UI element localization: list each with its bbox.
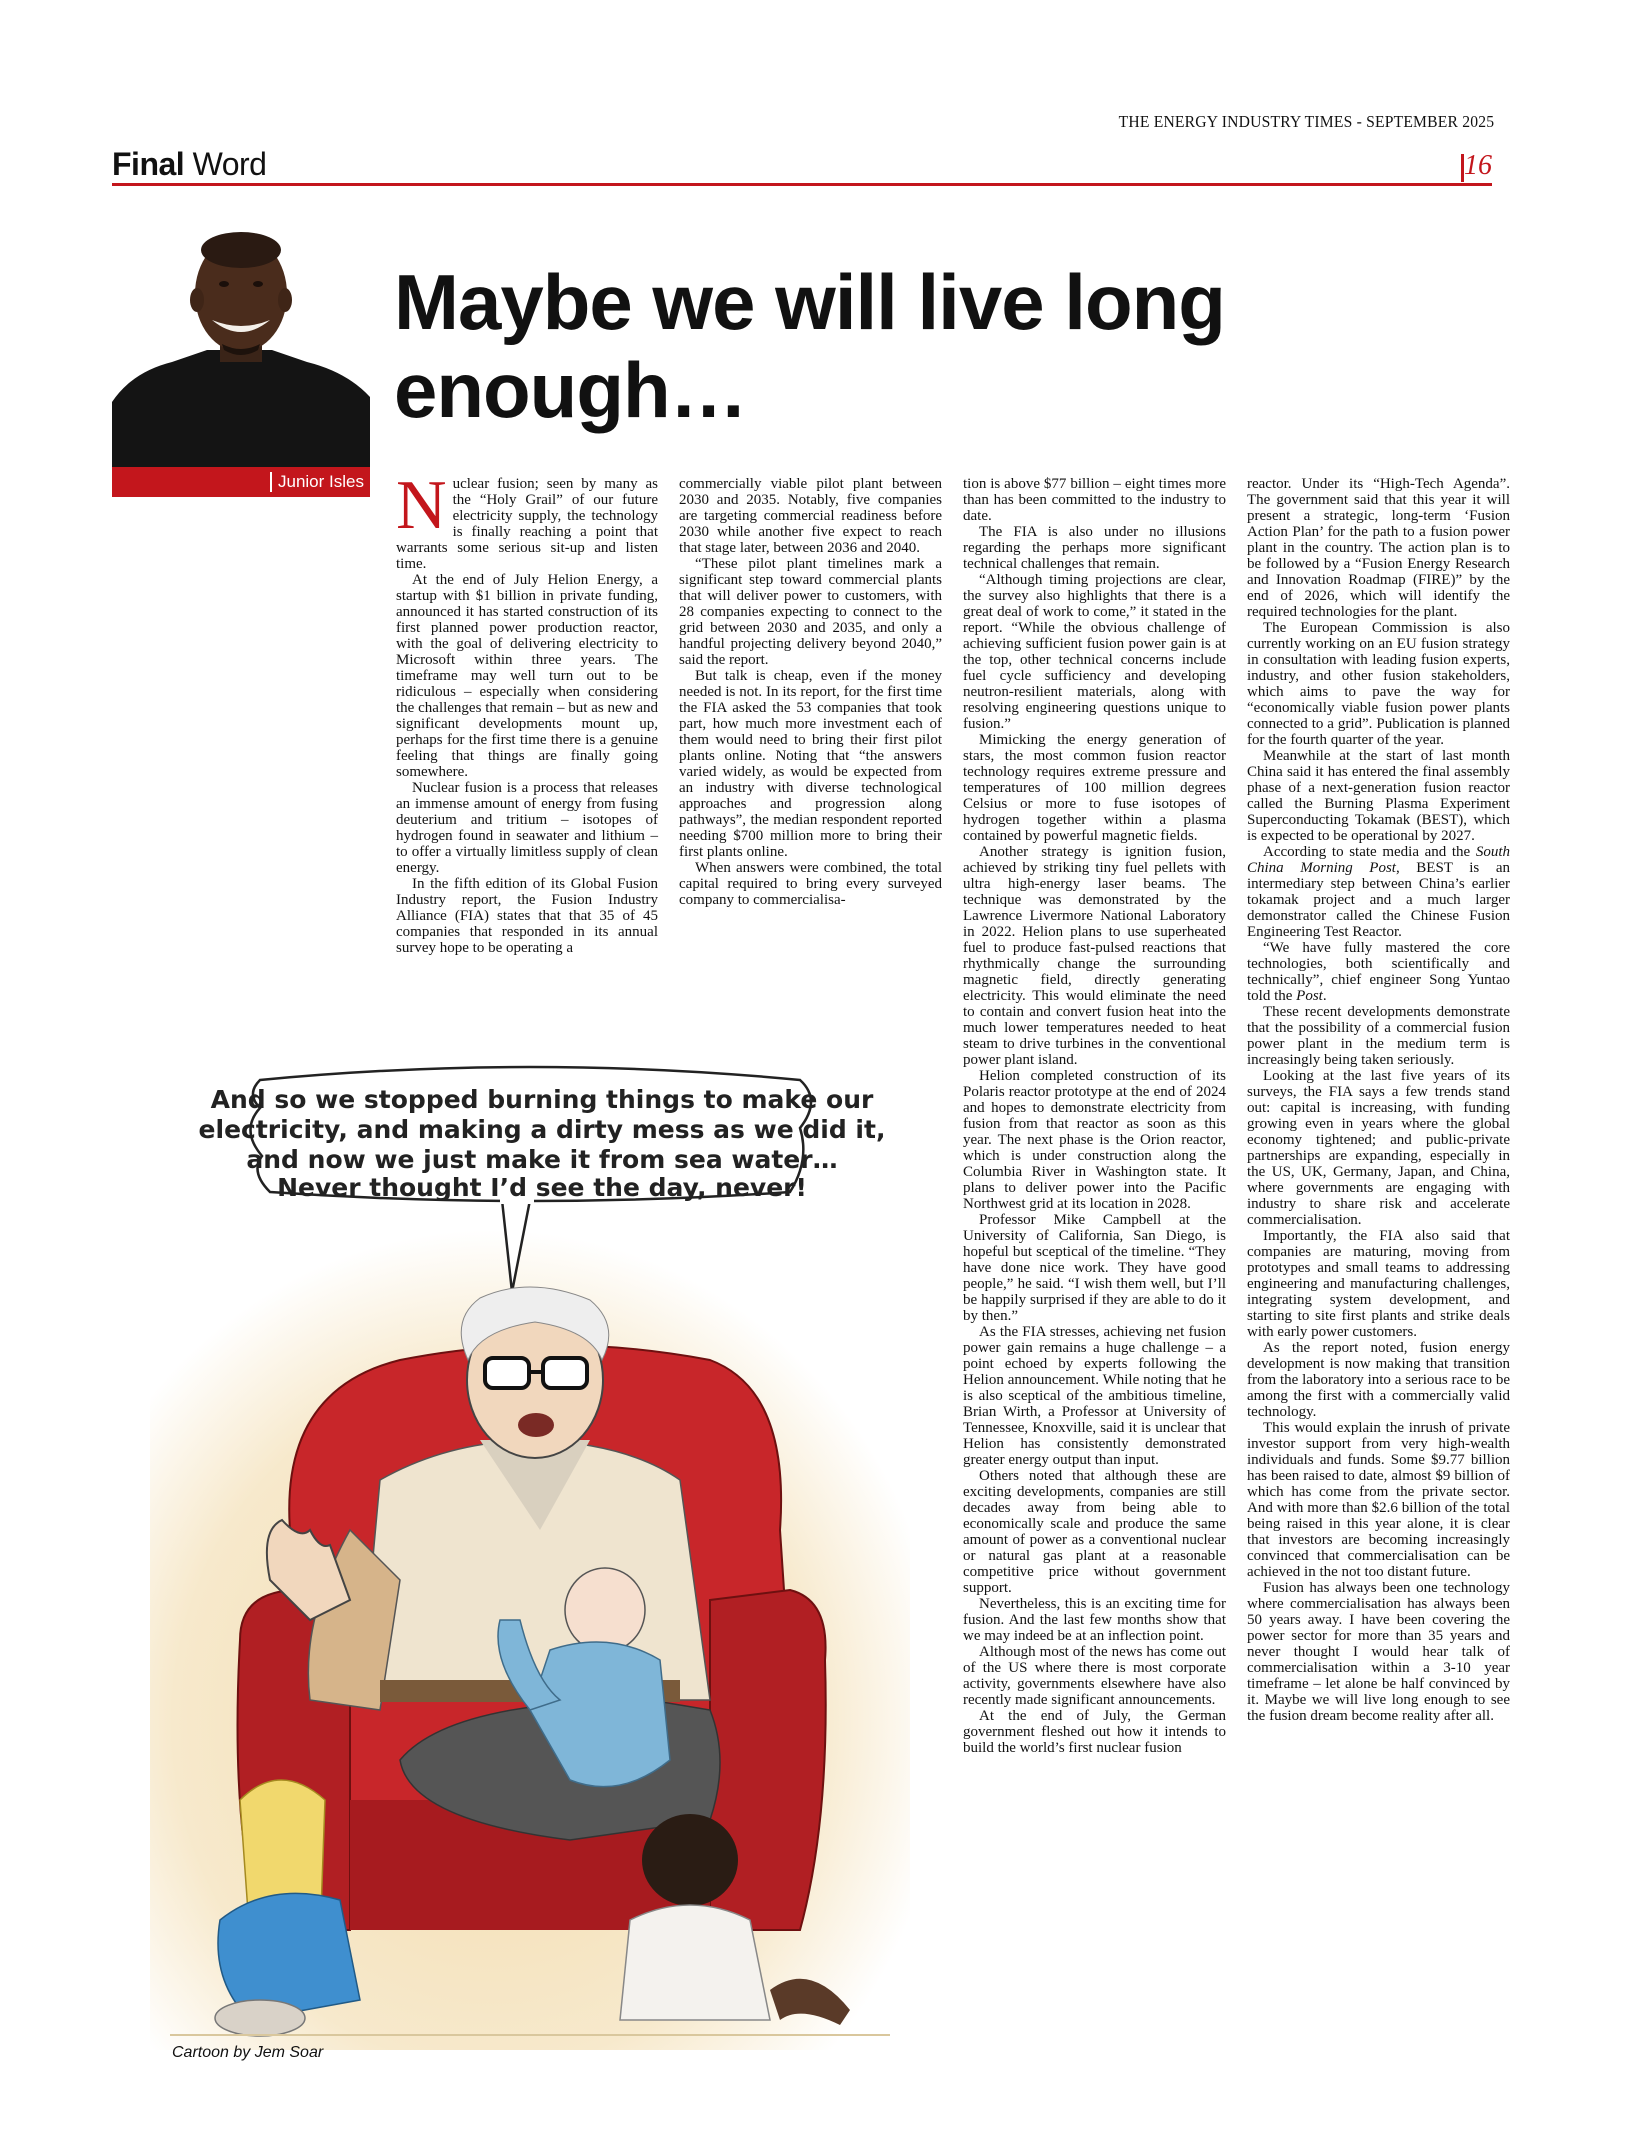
paragraph: commercially viable pilot plant between 2030 and 2035. Notably, five companies are targeting commercial readiness before 2030 while another five expect to reach that stage later, between 2036 and 2040. (679, 476, 942, 556)
article-column-3 (963, 476, 1226, 1756)
paragraph: Although most of the news has come out of the US where there is most corporate activity, governments elsewhere have also recently made significant announcements. (963, 1644, 1226, 1708)
cartoon-illustration (150, 1060, 910, 2050)
paragraph: In the fifth edition of its Global Fusion Industry report, the Fusion Industry Alliance (FIA) states that that 35 of 45 companies that responded in its annual survey hope to be operating a (396, 876, 658, 956)
author-name-tag (112, 467, 370, 497)
paragraph: tion is above $77 billion – eight times more than has been committed to the industry to date. (963, 476, 1226, 524)
paragraph: Nevertheless, this is an exciting time for fusion. And the last few months show that we may indeed be at an inflection point. (963, 1596, 1226, 1644)
speech-line-3: and now we just make it from sea water… (246, 1145, 838, 1174)
paragraph: But talk is cheap, even if the money needed is not. In its report, for the first time the FIA asked the 53 companies that took part, how much more investment each of them would need to bring their first pilot plants online. Noting that “the answers varied widely, as would be expected from an industry with diverse technological approaches and progression along pathways”, the median respondent reported needing $700 million more to bring their first plants online. (679, 668, 942, 860)
paragraph: The European Commission is also currently working on an EU fusion strategy in consultation with leading fusion experts, industry, and other fusion stakeholders, which aims to pave the way for “economically viable fusion power plants connected to a grid”. Publication is planned for the fourth quarter of the year. (1247, 620, 1510, 748)
article-column-2 (679, 476, 942, 908)
masthead: THE ENERGY INDUSTRY TIMES - SEPTEMBER 2025 (1118, 112, 1494, 131)
paragraph: The FIA is also under no illusions regarding the perhaps more significant technical challenges that remain. (963, 524, 1226, 572)
paragraph: As the report noted, fusion energy development is now making that transition from the laboratory into a serious race to be among the first with a commercially valid technology. (1247, 1340, 1510, 1420)
header-rule (112, 183, 1492, 186)
paragraph: When answers were combined, the total capital required to bring every surveyed company to commercialisa- (679, 860, 942, 908)
paragraph: Looking at the last five years of its surveys, the FIA says a few trends stand out: capital is increasing, with funding growing even in years where the global economy tightened; and public-private partnerships are expanding, especially in the US, UK, Germany, Japan, and China, where governments are engaging with industry to share risk and accelerate commercialisation. (1247, 1068, 1510, 1228)
author-name: Junior Isles (278, 472, 364, 491)
paragraph: At the end of July, the German government fleshed out how it intends to build the world’s first nuclear fusion (963, 1708, 1226, 1756)
paragraph: At the end of July Helion Energy, a startup with $1 billion in private funding, announced it has started construction of its first planned power production reactor, with the goal of delivering electricity to Microsoft within three years. The timeframe may well turn out to be ridiculous – especially when considering the challenges that remain – but as new and significant developments mount up, perhaps for the first time there is a genuine feeling that things are finally going somewhere. (396, 572, 658, 780)
paragraph: reactor. Under its “High-Tech Agenda”. The government said that this year it will present a strategic, long-term ‘Fusion Action Plan’ for the path to a fusion power plant in the country. The action plan is to be followed by a “Fusion Energy Research and Innovation Roadmap (FIRE)” by the end of 2026, which will identify the required technologies for the plant. (1247, 476, 1510, 620)
author-photo (112, 222, 370, 467)
paragraph: Nuclear fusion; seen by many as the “Holy Grail” of our future electricity supply, the technology is finally reaching a point that warrants some serious sit-up and listen time. (396, 467, 658, 572)
speech-line-4: Never thought I’d see the day, never! (277, 1173, 807, 1202)
paragraph: This would explain the inrush of private investor support from very high-wealth individuals and funds. Some $9.77 billion has been raised to date, almost $9 billion of which has come from the private sector. And with more than $2.6 billion of the total being raised in this year alone, it is clear that investors are becoming increasingly convinced that commercialisation can be achieved in the not too distant future. (1247, 1420, 1510, 1580)
paragraph: “We have fully mastered the core technologies, both scientifically and technically”, chief engineer Song Yuntao told the Post. (1247, 940, 1510, 1004)
headline: Maybe we will live long enough… (394, 258, 1225, 434)
paragraph: As the FIA stresses, achieving net fusion power gain remains a huge challenge – a point echoed by experts following the Helion announcement. While noting that he is also sceptical of the ambitious timeline, Brian Wirth, a Professor at University of Tennessee, Knoxville, said it is unclear that Helion has consistently demonstrated greater energy output than input. (963, 1324, 1226, 1468)
paragraph: Others noted that although these are exciting developments, companies are still decades away from being able to economically scale and produce the same amount of power as a conventional nuclear or natural gas plant at a reasonable competitive price without government support. (963, 1468, 1226, 1596)
speech-line-2: electricity, and making a dirty mess as we did it, (198, 1115, 886, 1144)
speech-line-1: And so we stopped burning things to make our (210, 1085, 874, 1114)
paragraph: Nuclear fusion is a process that releases an immense amount of energy from fusing deuterium and tritium – isotopes of hydrogen found in seawater and lithium – to offer a virtually limitless supply of clean energy. (396, 780, 658, 876)
paragraph: “These pilot plant timelines mark a significant step toward commercial plants that will deliver power to customers, with 28 companies expecting to connect to the grid between 2030 and 2035, and only a handful projecting delivery beyond 2040,” said the report. (679, 556, 942, 668)
paragraph: Professor Mike Campbell at the University of California, San Diego, is hopeful but sceptical of the timeline. “They have done nice work. They have good people,” he said. “I wish them well, but I’ll be happily surprised if they are able to do it by then.” (963, 1212, 1226, 1324)
paragraph: Mimicking the energy generation of stars, the most common fusion reactor technology requires extreme pressure and temperatures of 100 million degrees Celsius or more to fuse isotopes of hydrogen together within a plasma contained by powerful magnetic fields. (963, 732, 1226, 844)
drop-cap: N (396, 467, 447, 544)
name-tag-divider (270, 472, 272, 492)
article-column-4 (1247, 476, 1510, 1724)
paragraph: Another strategy is ignition fusion, achieved by striking tiny fuel pellets with ultra high-energy laser beams. The technique was demonstrated by the Lawrence Livermore National Laboratory in 2022. Helion plans to use superheated fuel to produce fast-pulsed reactions that rhythmically change the surrounding magnetic field, directly generating electricity. This would eliminate the need to contain and convert fusion heat into the much lower temperatures needed to heat steam to drive turbines in the conventional power plant island. (963, 844, 1226, 1068)
paragraph: Meanwhile at the start of last month China said it has entered the final assembly phase of a next-generation fusion reactor called the Burning Plasma Experiment Superconducting Tokamak (BEST), which is expected to be operational by 2027. (1247, 748, 1510, 844)
article-column-1 (396, 467, 658, 956)
page-number: 16 (1464, 150, 1492, 181)
paragraph: These recent developments demonstrate that the possibility of a commercial fusion power plant in the medium term is increasingly being taken seriously. (1247, 1004, 1510, 1068)
cartoon-credit: Cartoon by Jem Soar (172, 2044, 324, 2061)
paragraph: Importantly, the FIA also said that companies are maturing, moving from prototypes and small teams to addressing engineering and manufacturing challenges, integrating system development, and starting to site first plants and strike deals with early power customers. (1247, 1228, 1510, 1340)
paragraph: “Although timing projections are clear, the survey also highlights that there is a great deal of work to come,” it stated in the report. “While the obvious challenge of achieving sufficient fusion power gain is at the top, other technical concerns include fuel cycle sufficiency and developing neutron-resilient materials, along with resolving engineering questions unique to fusion.” (963, 572, 1226, 732)
section-title: Final Word (112, 146, 267, 182)
paragraph: Helion completed construction of its Polaris reactor prototype at the end of 2024 and hopes to demonstrate electricity from fusion from that reactor as soon as this year. The next phase is the Orion reactor, which is under construction along the Columbia River in Washington state. It plans to deliver power into the Pacific Northwest grid at its location in 2028. (963, 1068, 1226, 1212)
paragraph: Fusion has always been one technology where commercialisation has always been 50 years away. I have been covering the power sector for more than 35 years and never thought I would hear talk of commercialisation within a 3-10 year timeframe – let alone be half convinced by it. Maybe we will live long enough to see the fusion dream become reality after all. (1247, 1580, 1510, 1724)
paragraph: According to state media and the South China Morning Post, BEST is an intermediary step between China’s earlier tokamak project and a much larger demonstrator called the Chinese Fusion Engineering Test Reactor. (1247, 844, 1510, 940)
